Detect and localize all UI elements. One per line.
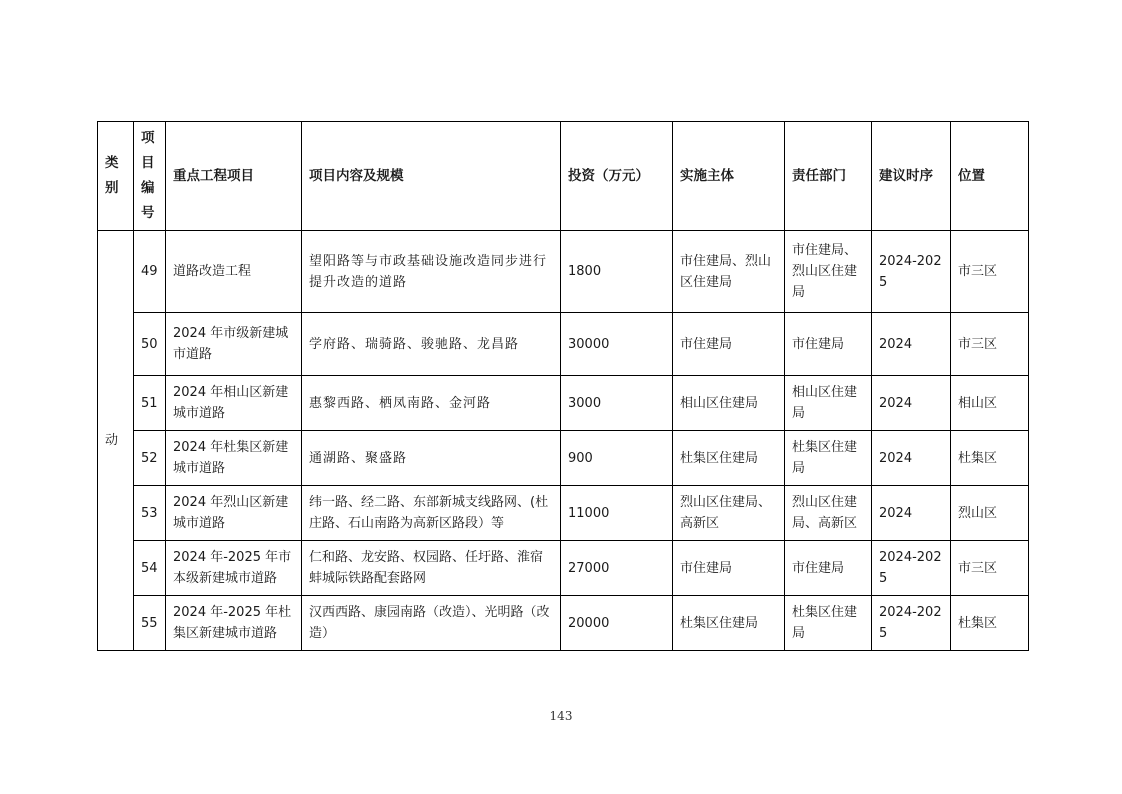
row-department: 市住建局 — [785, 313, 872, 376]
row-implementer: 市住建局 — [673, 541, 785, 596]
table-row — [98, 231, 1029, 313]
row-location: 市三区 — [951, 313, 1029, 376]
row-location: 杜集区 — [951, 431, 1029, 486]
table-row — [98, 431, 1029, 486]
row-project: 2024 年-2025 年杜集区新建城市道路 — [166, 596, 302, 651]
row-project: 道路改造工程 — [166, 231, 302, 313]
row-department: 杜集区住建局 — [785, 596, 872, 651]
row-content: 汉西西路、康园南路（改造）、光明路（改造） — [302, 596, 561, 651]
row-investment: 1800 — [561, 231, 673, 313]
table-row — [98, 376, 1029, 431]
row-implementer: 相山区住建局 — [673, 376, 785, 431]
row-implementer: 市住建局、烈山区住建局 — [673, 231, 785, 313]
row-content: 惠黎西路、栖凤南路、金河路 — [302, 376, 561, 431]
header-department: 责任部门 — [785, 122, 872, 231]
row-content: 仁和路、龙安路、权园路、任圩路、淮宿蚌城际铁路配套路网 — [302, 541, 561, 596]
row-investment: 11000 — [561, 486, 673, 541]
project-table — [97, 121, 1029, 651]
category-cell: 动 — [98, 231, 134, 651]
row-project: 2024 年相山区新建城市道路 — [166, 376, 302, 431]
row-implementer: 杜集区住建局 — [673, 431, 785, 486]
row-investment: 27000 — [561, 541, 673, 596]
table-row — [98, 486, 1029, 541]
row-schedule: 2024-2025 — [872, 541, 951, 596]
row-location: 相山区 — [951, 376, 1029, 431]
row-schedule: 2024 — [872, 313, 951, 376]
row-investment: 20000 — [561, 596, 673, 651]
row-project: 2024 年烈山区新建城市道路 — [166, 486, 302, 541]
row-schedule: 2024-2025 — [872, 596, 951, 651]
row-location: 烈山区 — [951, 486, 1029, 541]
header-investment: 投资（万元） — [561, 122, 673, 231]
row-implementer: 烈山区住建局、高新区 — [673, 486, 785, 541]
row-no: 55 — [134, 596, 166, 651]
row-department: 市住建局 — [785, 541, 872, 596]
header-category: 类别 — [98, 122, 134, 231]
row-department: 杜集区住建局 — [785, 431, 872, 486]
row-department: 烈山区住建局、高新区 — [785, 486, 872, 541]
header-row — [98, 122, 1029, 231]
row-location: 杜集区 — [951, 596, 1029, 651]
header-content: 项目内容及规模 — [302, 122, 561, 231]
row-implementer: 市住建局 — [673, 313, 785, 376]
row-schedule: 2024 — [872, 486, 951, 541]
row-department: 市住建局、烈山区住建局 — [785, 231, 872, 313]
row-no: 54 — [134, 541, 166, 596]
table-row — [98, 313, 1029, 376]
row-schedule: 2024 — [872, 376, 951, 431]
row-investment: 30000 — [561, 313, 673, 376]
row-implementer: 杜集区住建局 — [673, 596, 785, 651]
row-project: 2024 年-2025 年市本级新建城市道路 — [166, 541, 302, 596]
row-location: 市三区 — [951, 541, 1029, 596]
row-department: 相山区住建局 — [785, 376, 872, 431]
row-location: 市三区 — [951, 231, 1029, 313]
row-schedule: 2024-2025 — [872, 231, 951, 313]
row-no: 51 — [134, 376, 166, 431]
table-row — [98, 596, 1029, 651]
row-project: 2024 年市级新建城市道路 — [166, 313, 302, 376]
page-number: 143 — [549, 709, 573, 723]
header-implementer: 实施主体 — [673, 122, 785, 231]
row-schedule: 2024 — [872, 431, 951, 486]
header-location: 位置 — [951, 122, 1029, 231]
row-no: 52 — [134, 431, 166, 486]
row-content: 望阳路等与市政基础设施改造同步进行提升改造的道路 — [302, 231, 561, 313]
header-schedule: 建议时序 — [872, 122, 951, 231]
row-content: 学府路、瑞骑路、骏驰路、龙昌路 — [302, 313, 561, 376]
row-investment: 3000 — [561, 376, 673, 431]
header-project: 重点工程项目 — [166, 122, 302, 231]
row-no: 50 — [134, 313, 166, 376]
row-content: 通湖路、聚盛路 — [302, 431, 561, 486]
row-no: 53 — [134, 486, 166, 541]
table-row — [98, 541, 1029, 596]
row-content: 纬一路、经二路、东部新城支线路网、(杜庄路、石山南路为高新区路段）等 — [302, 486, 561, 541]
row-no: 49 — [134, 231, 166, 313]
header-project-no: 项目编号 — [134, 122, 166, 231]
row-project: 2024 年杜集区新建城市道路 — [166, 431, 302, 486]
row-investment: 900 — [561, 431, 673, 486]
